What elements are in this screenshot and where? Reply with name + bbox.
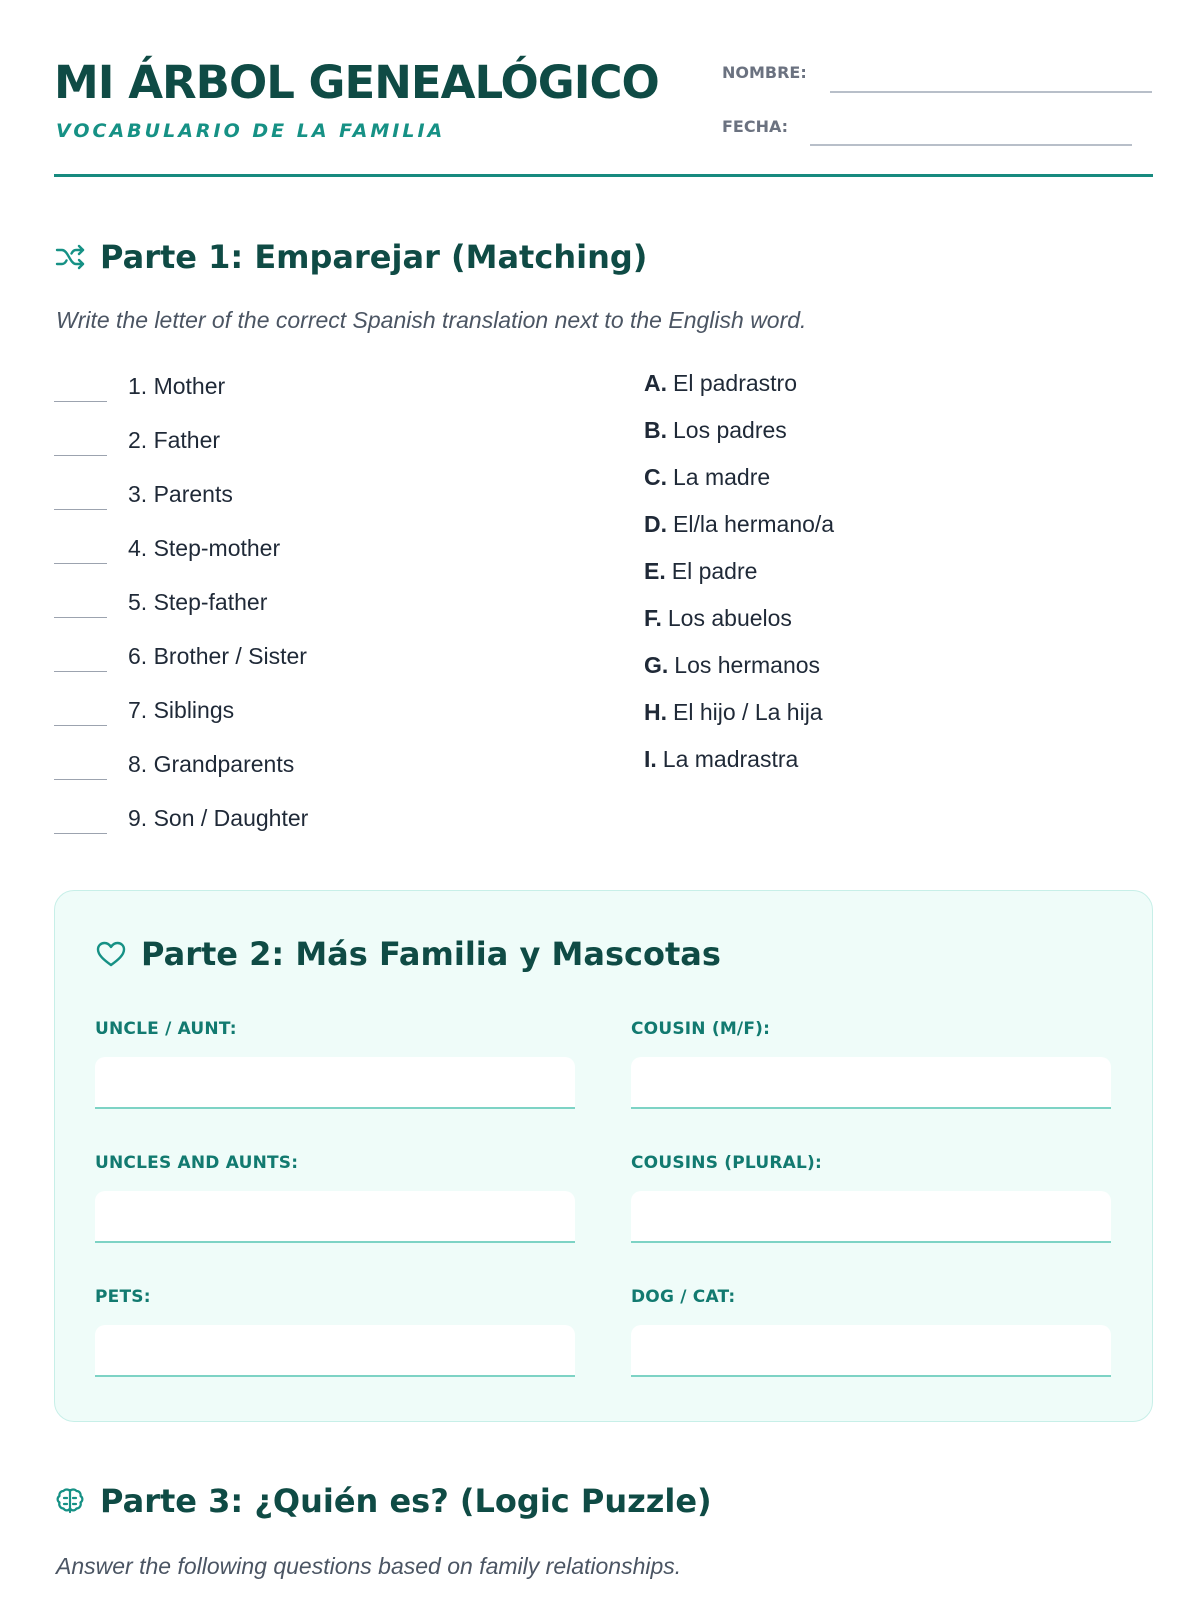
match-option bbox=[644, 652, 820, 679]
field-label-pets: PETS: bbox=[95, 1287, 151, 1307]
input-uncles-aunts[interactable] bbox=[95, 1191, 575, 1243]
input-pets[interactable] bbox=[95, 1325, 575, 1377]
option-letter: D. bbox=[644, 511, 667, 537]
option-letter: B. bbox=[644, 417, 667, 443]
name-field[interactable] bbox=[830, 91, 1152, 93]
option-letter: G. bbox=[644, 652, 669, 678]
match-item bbox=[54, 475, 574, 515]
answer-blank[interactable] bbox=[54, 725, 107, 726]
header-divider bbox=[54, 174, 1153, 177]
answer-blank[interactable] bbox=[54, 401, 107, 402]
date-field[interactable] bbox=[810, 144, 1132, 146]
name-label: NOMBRE: bbox=[722, 63, 807, 82]
answer-blank[interactable] bbox=[54, 671, 107, 672]
option-text: El hijo / La hija bbox=[673, 699, 823, 725]
option-letter: E. bbox=[644, 558, 666, 584]
answer-blank[interactable] bbox=[54, 563, 107, 564]
match-item-label: 8. Grandparents bbox=[128, 751, 295, 777]
match-option bbox=[644, 746, 798, 773]
option-text: Los abuelos bbox=[667, 605, 792, 631]
match-item-label: 1. Mother bbox=[128, 373, 226, 399]
option-text: El/la hermano/a bbox=[673, 511, 835, 537]
match-item-label: 9. Son / Daughter bbox=[128, 805, 309, 831]
answer-blank[interactable] bbox=[54, 779, 107, 780]
option-letter: C. bbox=[644, 464, 667, 490]
option-text: Los padres bbox=[673, 417, 787, 443]
part2-panel bbox=[54, 890, 1153, 1422]
option-text: La madrastra bbox=[662, 746, 799, 772]
part1-title: Parte 1: Emparejar (Matching) bbox=[100, 238, 648, 276]
part3-heading bbox=[54, 1482, 712, 1520]
answer-blank[interactable] bbox=[54, 455, 107, 456]
match-item bbox=[54, 637, 574, 677]
match-item-label: 7. Siblings bbox=[128, 697, 235, 723]
match-item bbox=[54, 529, 574, 569]
match-item bbox=[54, 421, 574, 461]
option-text: Los hermanos bbox=[674, 652, 821, 678]
match-item bbox=[54, 691, 574, 731]
worksheet-subtitle: VOCABULARIO DE LA FAMILIA bbox=[56, 120, 446, 142]
match-item-label: 6. Brother / Sister bbox=[128, 643, 307, 669]
match-option bbox=[644, 464, 770, 491]
brain-icon bbox=[54, 1485, 86, 1517]
date-label: FECHA: bbox=[722, 117, 789, 136]
shuffle-icon bbox=[54, 241, 86, 273]
match-option bbox=[644, 558, 757, 585]
match-item-label: 4. Step-mother bbox=[128, 535, 281, 561]
match-option bbox=[644, 417, 787, 444]
field-label-uncles-aunts: UNCLES AND AUNTS: bbox=[95, 1153, 299, 1173]
option-letter: H. bbox=[644, 699, 667, 725]
option-letter: F. bbox=[644, 605, 662, 631]
match-item-label: 2. Father bbox=[128, 427, 221, 453]
option-text: La madre bbox=[673, 464, 771, 490]
input-uncle-aunt[interactable] bbox=[95, 1057, 575, 1109]
part3-instructions: Answer the following questions based on family relationships. bbox=[56, 1553, 682, 1579]
input-dog-cat[interactable] bbox=[631, 1325, 1111, 1377]
match-item-label: 3. Parents bbox=[128, 481, 233, 507]
answer-blank[interactable] bbox=[54, 509, 107, 510]
heart-icon bbox=[95, 938, 127, 970]
input-cousins-plural[interactable] bbox=[631, 1191, 1111, 1243]
match-item bbox=[54, 367, 574, 407]
match-item-label: 5. Step-father bbox=[128, 589, 268, 615]
field-label-dog-cat: DOG / CAT: bbox=[631, 1287, 736, 1307]
match-item bbox=[54, 799, 574, 839]
option-text: El padre bbox=[671, 558, 758, 584]
field-label-uncle-aunt: UNCLE / AUNT: bbox=[95, 1019, 237, 1039]
part1-instructions: Write the letter of the correct Spanish translation next to the English word. bbox=[56, 307, 807, 333]
match-option bbox=[644, 511, 834, 538]
answer-blank[interactable] bbox=[54, 617, 107, 618]
answer-blank[interactable] bbox=[54, 833, 107, 834]
match-option bbox=[644, 605, 792, 632]
part1-heading bbox=[54, 238, 647, 276]
match-item bbox=[54, 583, 574, 623]
part2-title: Parte 2: Más Familia y Mascotas bbox=[141, 935, 721, 973]
match-option bbox=[644, 370, 797, 397]
match-item bbox=[54, 745, 574, 785]
worksheet-title: MI ÁRBOL GENEALÓGICO bbox=[54, 56, 659, 109]
option-letter: I. bbox=[644, 746, 657, 772]
part2-heading bbox=[95, 935, 721, 973]
option-text: El padrastro bbox=[673, 370, 798, 396]
part3-title: Parte 3: ¿Quién es? (Logic Puzzle) bbox=[100, 1482, 712, 1520]
match-option bbox=[644, 699, 823, 726]
field-label-cousin: COUSIN (M/F): bbox=[631, 1019, 771, 1039]
field-label-cousins-plural: COUSINS (PLURAL): bbox=[631, 1153, 822, 1173]
option-letter: A. bbox=[644, 370, 667, 396]
input-cousin[interactable] bbox=[631, 1057, 1111, 1109]
